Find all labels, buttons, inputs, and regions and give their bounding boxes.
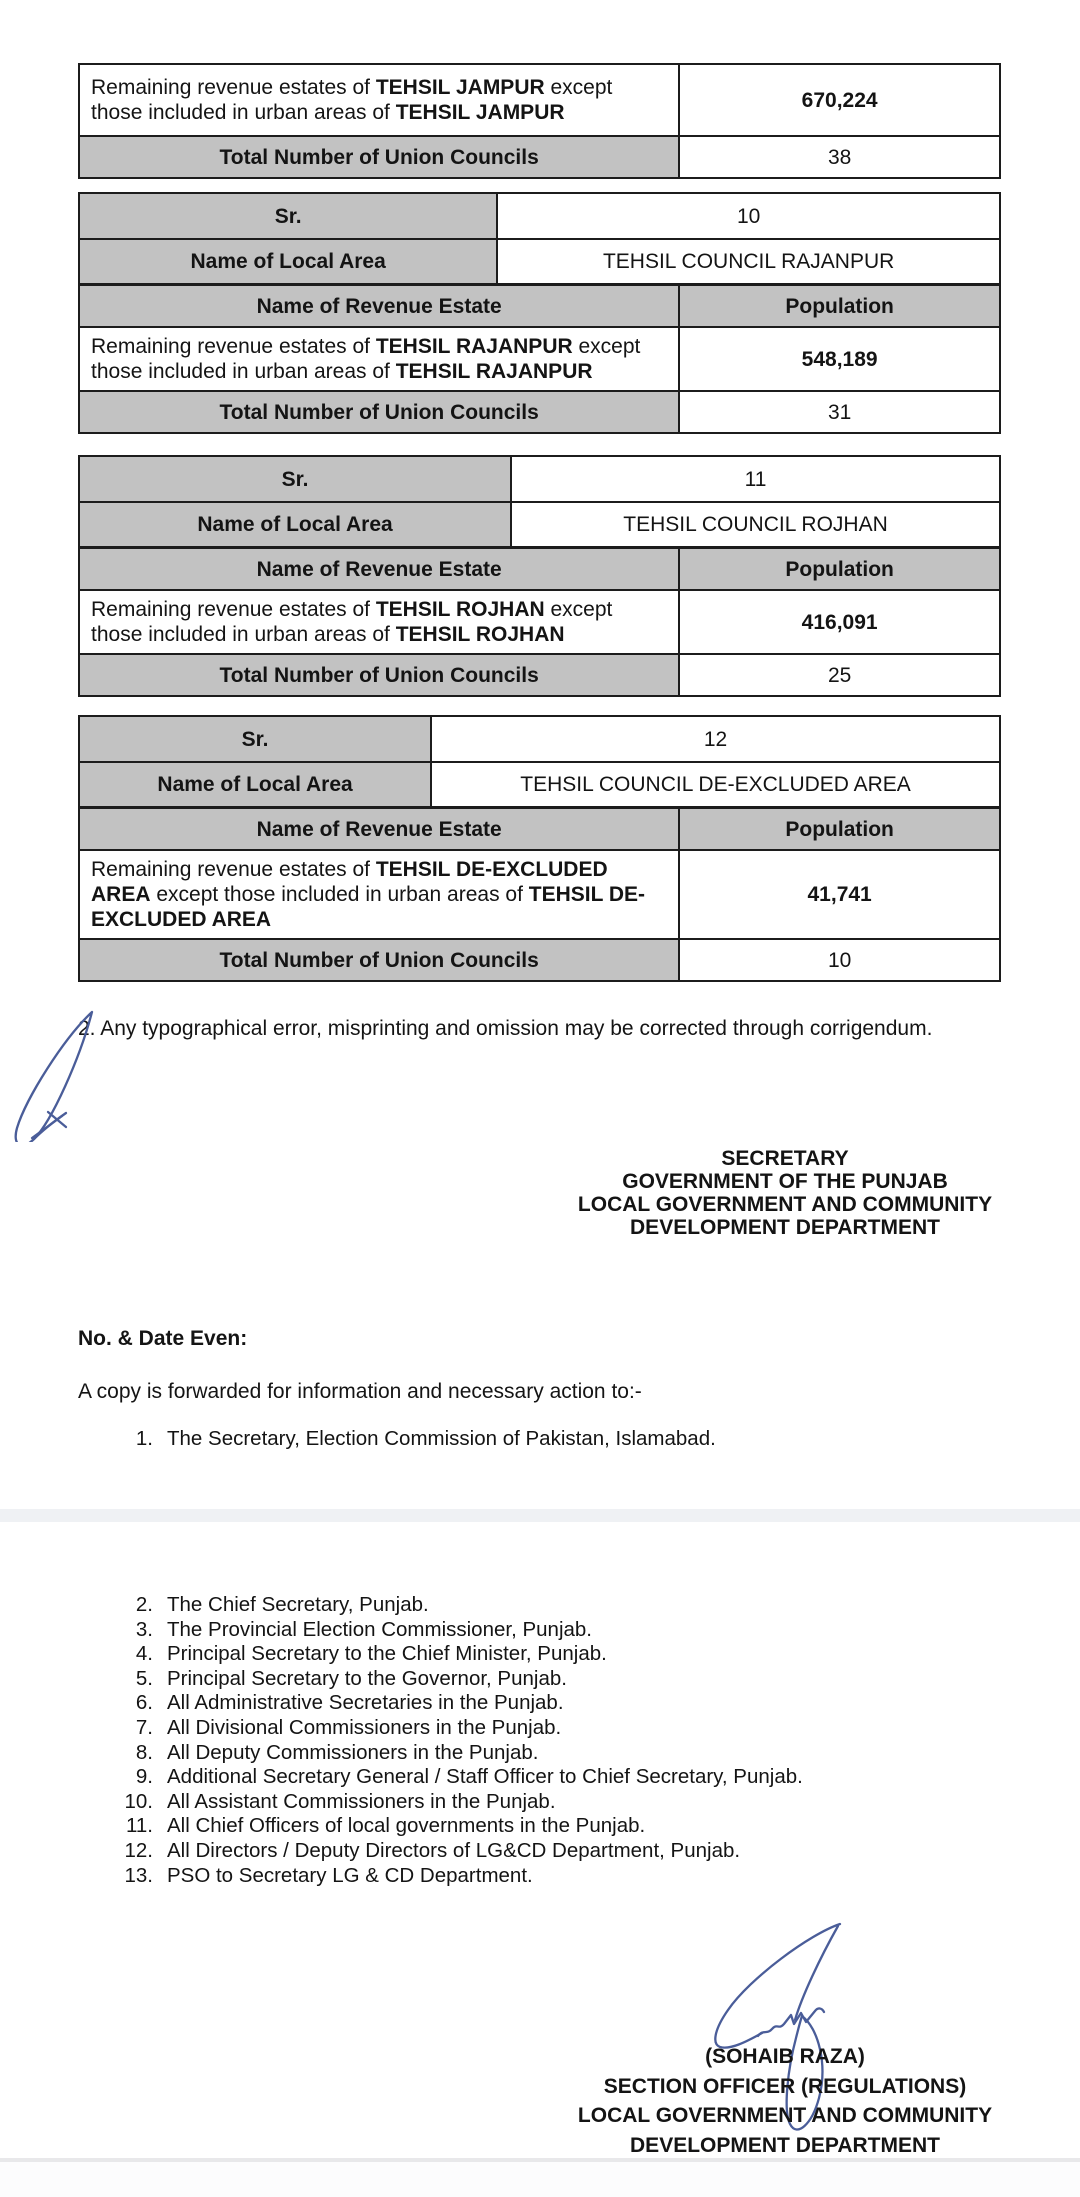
local-area-label: Name of Local Area <box>80 503 510 546</box>
table-tehsil-jampur-partial <box>78 63 1001 179</box>
signature-scribble-icon <box>4 1000 108 1142</box>
list-item-number: 3. <box>135 1617 153 1641</box>
list-item <box>78 1691 1018 1716</box>
local-area-value: TEHSIL COUNCIL DE-EXCLUDED AREA <box>430 763 999 806</box>
list-item-text: All Directors / Deputy Directors of LG&CD Department, Punjab. <box>167 1838 741 1862</box>
correction-note: 2. Any typographical error, misprinting and omission may be corrected through corrigendum. <box>78 1017 933 1040</box>
list-item <box>78 1593 1018 1618</box>
total-union-councils-label: Total Number of Union Councils <box>80 392 678 432</box>
list-item-text: Additional Secretary General / Staff Officer to Chief Secretary, Punjab. <box>167 1765 803 1789</box>
table-row <box>80 717 999 761</box>
secretary-signature-block <box>565 1147 1005 1239</box>
table-header-row <box>80 806 999 849</box>
list-item-text: The Chief Secretary, Punjab. <box>167 1593 429 1616</box>
list-item <box>78 1864 1018 1889</box>
list-item <box>78 1814 1018 1839</box>
table-row <box>80 589 999 653</box>
revenue-estate-cell: Remaining revenue estates of TEHSIL JAMPUR except those included in urban areas of TEHSIL JAMPUR <box>91 76 613 124</box>
list-item-text: Principal Secretary to the Governor, Punjab. <box>167 1666 567 1690</box>
list-item <box>78 1765 1018 1790</box>
local-area-label: Name of Local Area <box>80 763 430 806</box>
population-header: Population <box>678 286 999 326</box>
revenue-estate-cell: Remaining revenue estates of TEHSIL RAJANPUR except those included in urban areas of TEHSIL RAJANPUR <box>91 335 641 383</box>
local-area-value: TEHSIL COUNCIL ROJHAN <box>510 503 999 546</box>
table-header-row <box>80 546 999 589</box>
copy-forwarded-line: A copy is forwarded for information and necessary action to:- <box>78 1380 642 1403</box>
local-area-label: Name of Local Area <box>80 240 496 283</box>
signatory-dept-line2: DEVELOPMENT DEPARTMENT <box>630 2133 940 2157</box>
sr-label: Sr. <box>80 457 510 501</box>
sr-label: Sr. <box>80 717 430 761</box>
sr-value: 10 <box>496 194 999 238</box>
total-union-councils-value: 25 <box>678 655 999 695</box>
secretary-title: SECRETARY <box>721 1147 849 1170</box>
list-item <box>78 1667 1018 1692</box>
secretary-dept-line2: DEVELOPMENT DEPARTMENT <box>630 1216 940 1239</box>
list-item-number: 5. <box>135 1666 153 1690</box>
list-item-number: 13. <box>124 1863 153 1887</box>
local-area-value: TEHSIL COUNCIL RAJANPUR <box>496 240 999 283</box>
total-union-councils-value: 38 <box>678 137 999 177</box>
population-value-cell: 41,741 <box>678 851 999 938</box>
list-item <box>78 1716 1018 1741</box>
list-item-number: 1. <box>135 1427 153 1450</box>
population-value-cell: 416,091 <box>678 591 999 653</box>
table-row <box>80 65 999 135</box>
sr-label: Sr. <box>80 194 496 238</box>
list-item-text: All Chief Officers of local governments in the Punjab. <box>167 1814 646 1838</box>
signatory-block <box>575 2042 995 2160</box>
total-union-councils-value: 31 <box>678 392 999 432</box>
list-item-text: All Divisional Commissioners in the Punjab. <box>167 1715 562 1739</box>
signatory-dept-line1: LOCAL GOVERNMENT AND COMMUNITY <box>577 2104 993 2127</box>
list-item-text: PSO to Secretary LG & CD Department. <box>167 1863 533 1887</box>
list-item-text: The Provincial Election Commissioner, Punjab. <box>167 1617 592 1641</box>
signatory-name: (SOHAIB RAZA) <box>705 2045 865 2068</box>
page-edge-area <box>0 2162 1080 2197</box>
list-item-number: 9. <box>135 1765 153 1789</box>
list-item <box>78 1790 1018 1815</box>
list-item <box>78 1642 1018 1667</box>
list-item-text: All Assistant Commissioners in the Punjab. <box>167 1789 556 1813</box>
table-row <box>80 135 999 177</box>
sr-value: 12 <box>430 717 999 761</box>
table-tehsil-council-de-excluded-area <box>78 715 1001 982</box>
revenue-estate-cell: Remaining revenue estates of TEHSIL DE-EXCLUDED AREA except those included in urban areas of TEHSIL DE- EXCLUDED AREA <box>91 858 646 931</box>
table-tehsil-council-rajanpur <box>78 192 1001 434</box>
total-union-councils-value: 10 <box>678 940 999 980</box>
signatory-title: SECTION OFFICER (REGULATIONS) <box>603 2074 967 2098</box>
list-item-number: 6. <box>135 1691 153 1715</box>
table-row <box>80 938 999 980</box>
population-value-cell: 670,224 <box>678 65 999 135</box>
secretary-dept-line1: LOCAL GOVERNMENT AND COMMUNITY <box>577 1193 993 1216</box>
table-row <box>80 849 999 938</box>
revenue-estate-cell: Remaining revenue estates of TEHSIL ROJHAN except those included in urban areas of TEHSIL ROJHAN <box>91 598 613 646</box>
table-row <box>80 653 999 695</box>
list-item-text: All Deputy Commissioners in the Punjab. <box>167 1740 539 1764</box>
list-item <box>78 1741 1018 1766</box>
table-row <box>80 761 999 806</box>
list-item-number: 12. <box>124 1838 153 1862</box>
population-value-cell: 548,189 <box>678 328 999 390</box>
table-row <box>80 326 999 390</box>
list-item <box>78 1427 1018 1452</box>
list-item-number: 10. <box>124 1789 153 1813</box>
secretary-govt-line: GOVERNMENT OF THE PUNJAB <box>622 1170 948 1193</box>
list-item-number: 7. <box>135 1715 153 1739</box>
table-row <box>80 501 999 546</box>
table-header-row <box>80 283 999 326</box>
list-item <box>78 1839 1018 1864</box>
population-header: Population <box>678 549 999 589</box>
total-union-councils-label: Total Number of Union Councils <box>80 655 678 695</box>
table-tehsil-council-rojhan <box>78 455 1001 697</box>
population-header: Population <box>678 809 999 849</box>
revenue-estate-header: Name of Revenue Estate <box>80 549 678 589</box>
revenue-estate-header: Name of Revenue Estate <box>80 809 678 849</box>
list-item-text: All Administrative Secretaries in the Punjab. <box>167 1691 564 1715</box>
revenue-estate-header: Name of Revenue Estate <box>80 286 678 326</box>
table-row <box>80 457 999 501</box>
no-and-date-label: No. & Date Even: <box>78 1327 248 1350</box>
list-item <box>78 1618 1018 1643</box>
recipients-list-page2 <box>78 1593 1018 1888</box>
table-row <box>80 238 999 283</box>
page-separator-band <box>0 1509 1080 1522</box>
list-item-text: The Secretary, Election Commission of Pakistan, Islamabad. <box>167 1427 716 1450</box>
list-item-number: 8. <box>135 1740 153 1764</box>
total-union-councils-label: Total Number of Union Councils <box>80 137 678 177</box>
list-item-number: 11. <box>126 1814 153 1838</box>
table-row <box>80 390 999 432</box>
sr-value: 11 <box>510 457 999 501</box>
list-item-text: Principal Secretary to the Chief Minister, Punjab. <box>167 1642 607 1666</box>
list-item-number: 2. <box>135 1593 153 1616</box>
total-union-councils-label: Total Number of Union Councils <box>80 940 678 980</box>
recipients-list-page1 <box>78 1427 1018 1452</box>
table-row <box>80 194 999 238</box>
list-item-number: 4. <box>135 1642 153 1666</box>
